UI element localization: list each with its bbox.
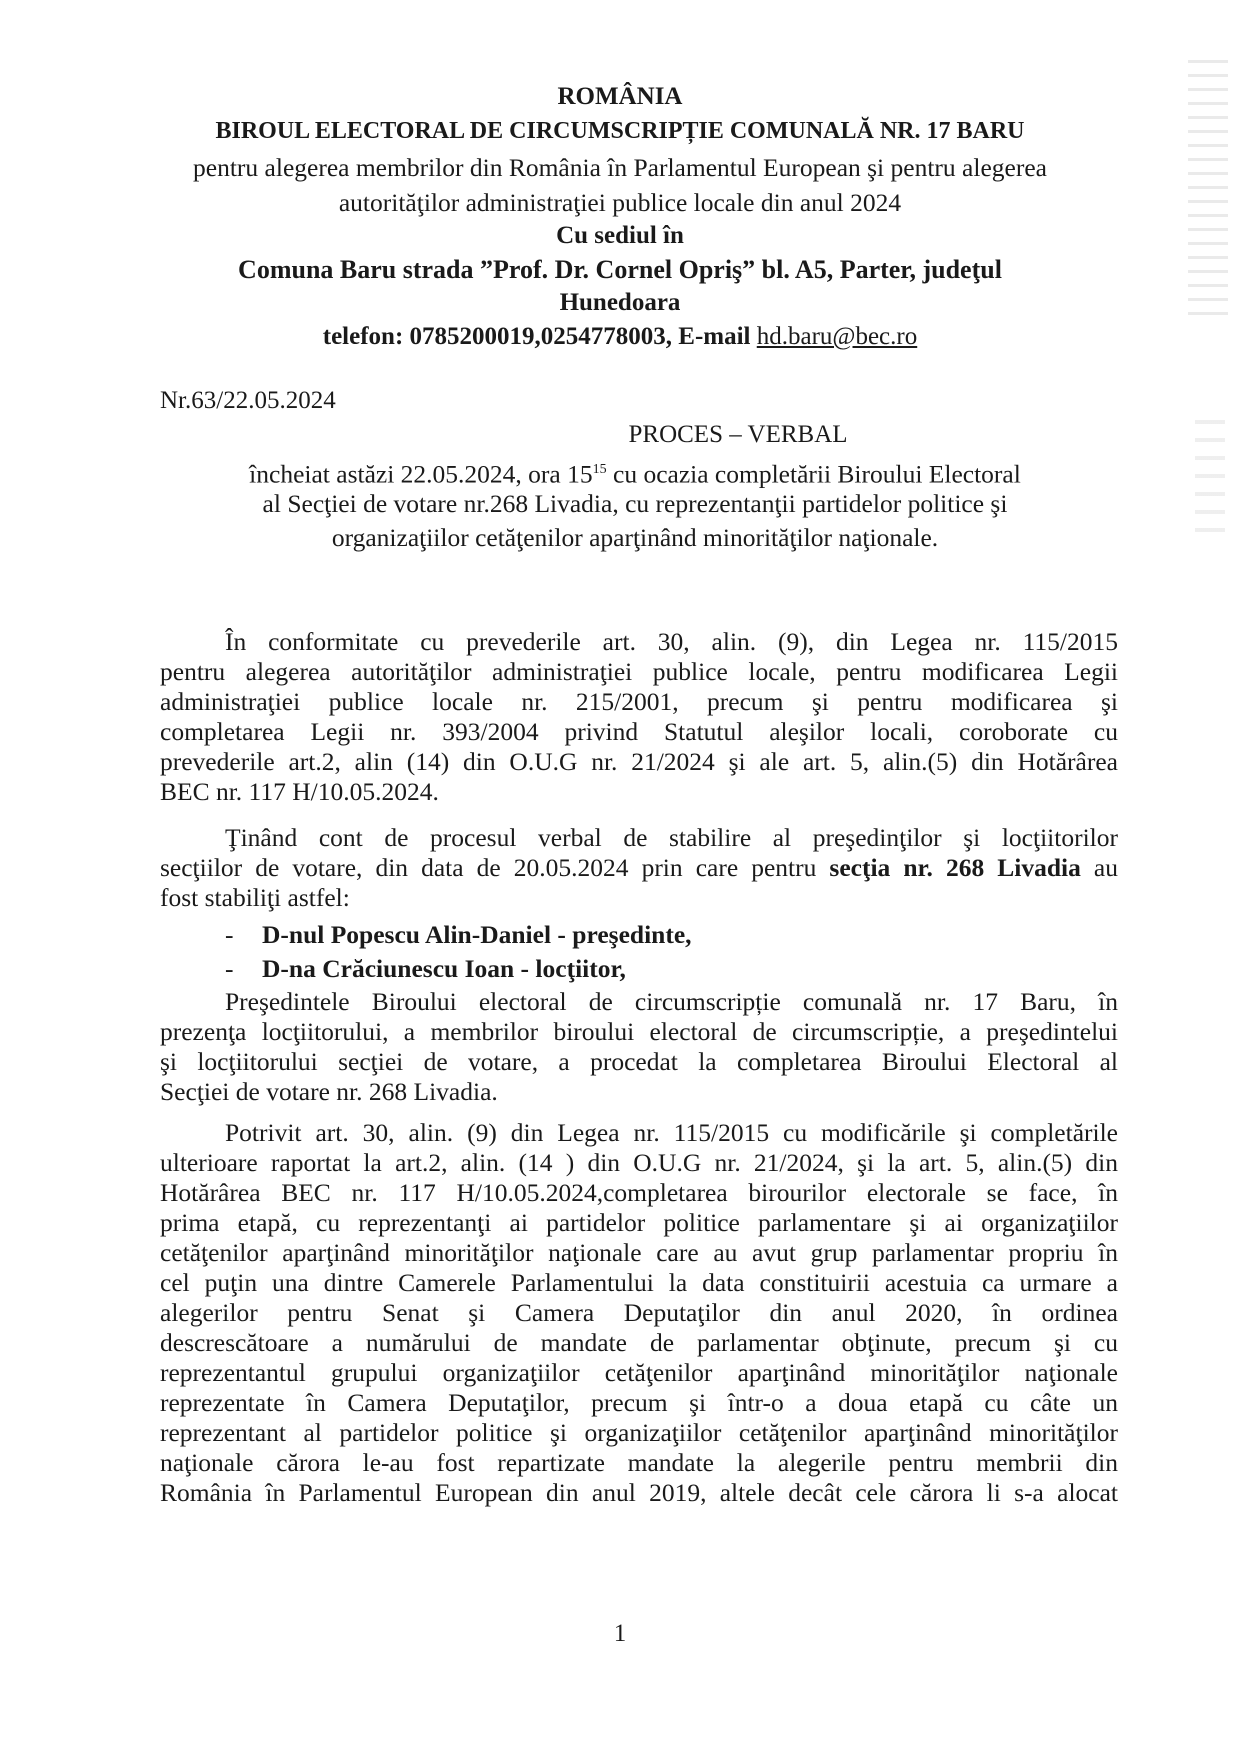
paragraph-line: naţionale cărora le-au fost repartizate mandate la alegerile pentru membrii din (160, 1448, 1118, 1477)
paragraph-line: ulterioare raportat la art.2, alin. (14 ) din O.U.G nr. 21/2024, şi la art. 5, alin.(5) din (160, 1148, 1118, 1177)
paragraph-line: descrescătoare a numărului de mandate de parlamentar obţinute, precum şi cu (160, 1328, 1118, 1357)
paragraph-line (160, 853, 1118, 883)
paragraph-line: În conformitate cu prevederile art. 30, alin. (9), din Legea nr. 115/2015 (225, 627, 1118, 656)
purpose-line-1: pentru alegerea membrilor din România în Parlamentul European şi pentru alegerea (193, 153, 1047, 182)
paragraph-text: secţiilor de votare, din data de 20.05.2024 prin care pentru (160, 853, 830, 882)
paragraph-line: prezenţa locţiitorului, a membrilor biroului electoral de circumscripție, a preşedintelui (160, 1017, 1118, 1046)
document-title: PROCES – VERBAL (628, 421, 848, 448)
paragraph-line: cetăţenilor aparţinând minorităţilor naţionale care au avut grup parlamentar propriu în (160, 1238, 1118, 1267)
email-link[interactable]: hd.baru@bec.ro (756, 323, 918, 350)
paragraph-line: Ţinând cont de procesul verbal de stabilire al preşedinţilor şi locţiitorilor (225, 823, 1118, 852)
paragraph-line: pentru alegerea autorităţilor administraţiei publice locale, pentru modificarea Legii (160, 657, 1118, 686)
list-item-text: D-na Crăciunescu Ioan - locţiitor, (262, 954, 626, 983)
paragraph-line: reprezentantul grupului organizaţiilor cetăţenilor aparţinând minorităţilor naţionale (160, 1358, 1118, 1387)
paragraph-3 (160, 987, 1118, 1107)
subtitle-line-2: al Secţiei de votare nr.268 Livadia, cu reprezentanţii partidelor politice şi (262, 489, 1008, 518)
list-item-text: D-nul Popescu Alin-Daniel - preşedinte, (262, 920, 692, 949)
paragraph-1 (160, 627, 1118, 807)
paragraph-line: cel puţin una dintre Camerele Parlamentului la data constituirii acestuia ca urmare a (160, 1268, 1118, 1297)
purpose-line-2: autorităţilor administraţiei publice locale din anul 2024 (338, 188, 902, 217)
list-dash: - (225, 920, 234, 949)
bureau-heading: BIROUL ELECTORAL DE CIRCUMSCRIPȚIE COMUNALĂ NR. 17 BARU (215, 118, 1025, 144)
paragraph-line: Hotărârea BEC nr. 117 H/10.05.2024,completarea birourilor electorale se face, în (160, 1178, 1118, 1207)
paragraph-4 (160, 1118, 1118, 1508)
paragraph-line: alegerilor pentru Senat şi Camera Deputaţilor din anul 2020, în ordinea (160, 1298, 1118, 1327)
paragraph-line: fost stabiliţi astfel: (160, 883, 350, 912)
paragraph-line: România în Parlamentul European din anul 2019, altele decât cele cărora li s-a alocat (160, 1478, 1118, 1507)
paragraph-line: Preşedintele Biroului electoral de circumscripție comunală nr. 17 Baru, în (225, 987, 1118, 1016)
subtitle-text: cu ocazia completării Biroului Electoral (606, 459, 1021, 489)
country-heading: ROMÂNIA (557, 83, 683, 110)
document-number: Nr.63/22.05.2024 (160, 387, 336, 414)
seat-label: Cu sediul în (556, 222, 684, 249)
paragraph-line: BEC nr. 117 H/10.05.2024. (160, 777, 439, 806)
paragraph-line: administraţiei publice locale nr. 215/2001, precum şi pentru modificarea şi (160, 687, 1118, 716)
paragraph-line: şi locţiitorului secţiei de votare, a procedat la completarea Biroului Electoral al (160, 1047, 1118, 1076)
paragraph-2 (160, 823, 1118, 913)
list-dash: - (225, 954, 234, 983)
paragraph-line: prima etapă, cu reprezentanţi ai partidelor politice parlamentare şi ai organizaţiilor (160, 1208, 1118, 1237)
subtitle-line-1 (15, 455, 1240, 490)
list-item (225, 954, 626, 984)
phone-label: telefon: 0785200019,0254778003, E-mail (322, 323, 751, 350)
section-name: secţia nr. 268 Livadia (829, 853, 1081, 882)
contact-line (0, 322, 1240, 352)
subtitle-text: încheiat astăzi 22.05.2024, ora 15 (249, 459, 593, 489)
paragraph-line: Secţiei de votare nr. 268 Livadia. (160, 1077, 498, 1106)
paragraph-line: reprezentate în Camera Deputaţilor, precum şi într-o a doua etapă cu câte un (160, 1388, 1118, 1417)
list-item (225, 920, 692, 950)
time-superscript: 15 (592, 462, 607, 477)
paragraph-line: completarea Legii nr. 393/2004 privind Statutul aleşilor locali, coroborate cu (160, 717, 1118, 746)
paragraph-text: au (1080, 853, 1118, 882)
paragraph-line: prevederile art.2, alin (14) din O.U.G nr. 21/2024 şi ale art. 5, alin.(5) din Hotărârea (160, 747, 1118, 776)
paragraph-line: Potrivit art. 30, alin. (9) din Legea nr. 115/2015 cu modificările şi completările (225, 1118, 1118, 1147)
address-line-1: Comuna Baru strada ”Prof. Dr. Cornel Opriş” bl. A5, Parter, judeţul (238, 255, 1002, 284)
address-line-2: Hunedoara (559, 289, 681, 316)
paragraph-line: reprezentant al partidelor politice şi organizaţiilor cetăţenilor aparţinând minorităţilor (160, 1418, 1118, 1447)
subtitle-line-3: organizaţiilor cetăţenilor aparţinând minorităţilor naţionale. (331, 523, 939, 552)
page-number: 1 (613, 1620, 627, 1647)
